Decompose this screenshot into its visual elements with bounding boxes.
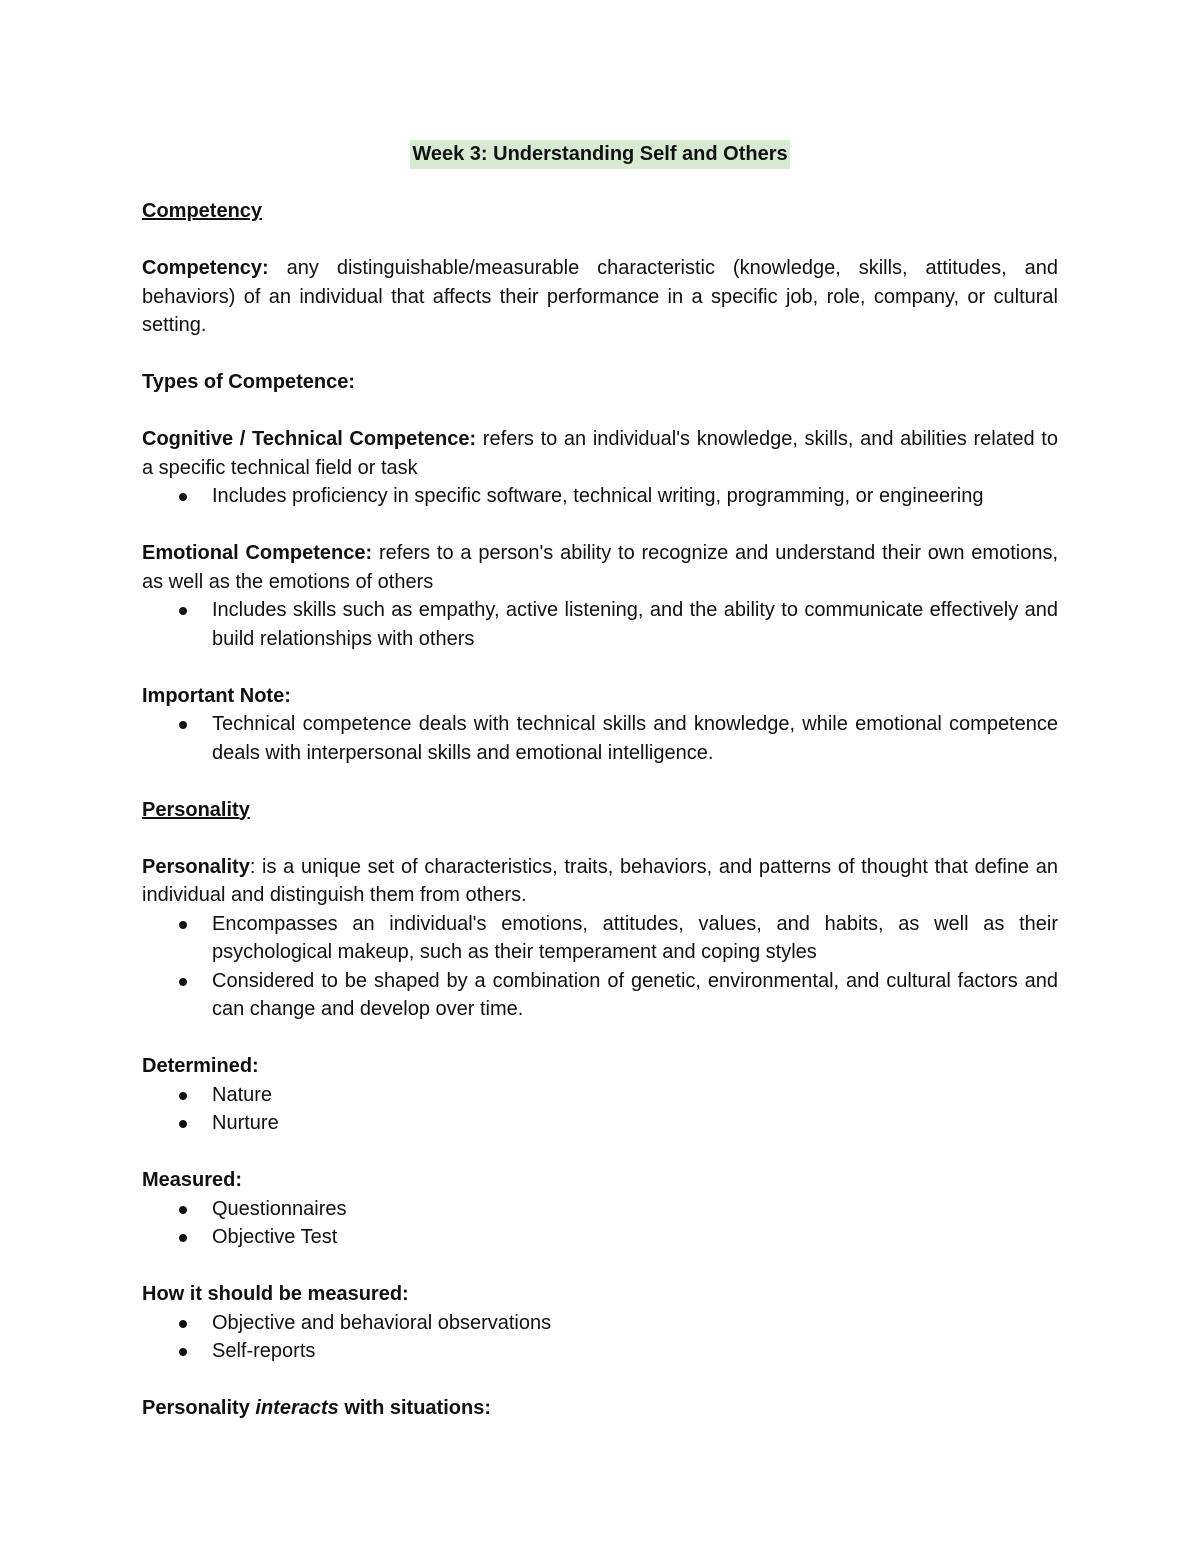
measured-bullet-list [142,1195,1058,1252]
list-item: Nurture [142,1109,1058,1138]
personality-definition-text: : is a unique set of characteristics, traits, behaviors, and patterns of thought that define an individual and distinguish them from others. [142,855,1058,906]
competency-definition-label: Competency: [142,257,269,279]
list-item: Encompasses an individual's emotions, attitudes, values, and habits, as well as their psychological makeup, such as their temperament and coping styles [142,910,1058,967]
list-item: Includes proficiency in specific software, technical writing, programming, or engineering [142,482,1058,511]
determined-bullet-list [142,1081,1058,1138]
competency-definition-text: any distinguishable/measurable characteristic (knowledge, skills, attitudes, and behaviors) of an individual that affects their performance in a specific job, role, company, or cultural setting. [142,257,1058,336]
types-heading-block [142,368,1058,397]
list-item: Technical competence deals with technical skills and knowledge, while emotional competence deals with interpersonal skills and emotional intelligence. [142,710,1058,767]
personality-definition-block [142,853,1058,1024]
document-page [142,140,1058,1451]
cognitive-competence-label: Cognitive / Technical Competence: [142,428,477,450]
interacts-emphasis: interacts [255,1397,339,1419]
measured-block [142,1166,1058,1252]
emotional-competence-text: refers to a person's ability to recognize and understand their own emotions, as well as the emotions of others [142,542,1059,593]
how-measured-heading: How it should be measured: [142,1283,409,1305]
list-item: Questionnaires [142,1195,1058,1224]
list-item: Considered to be shaped by a combination of genetic, environmental, and cultural factors and can change and develop over time. [142,967,1058,1024]
note-bullet-list [142,710,1058,767]
emotional-competence-label: Emotional Competence: [142,542,373,564]
emotional-bullet-list [142,596,1058,653]
competency-definition [142,254,1058,340]
determined-block [142,1052,1058,1138]
list-item: Objective Test [142,1223,1058,1252]
list-item: Nature [142,1081,1058,1110]
list-item: Self-reports [142,1337,1058,1366]
cognitive-competence-text: refers to an individual's knowledge, skills, and abilities related to a specific technical field or task [142,428,1058,479]
personality-bullet-list [142,910,1058,1024]
important-note-heading: Important Note: [142,684,291,707]
emotional-competence-block [142,539,1058,653]
important-note-block [142,682,1058,768]
interacts-heading: Personality interacts with situations: [142,1397,491,1419]
how-measured-bullet-list [142,1309,1058,1366]
section-heading-personality: Personality [142,798,250,821]
list-item: Objective and behavioral observations [142,1309,1058,1338]
personality-definition-label: Personality [142,855,250,878]
types-of-competence-heading: Types of Competence: [142,371,355,393]
interacts-block [142,1394,1058,1423]
cognitive-competence-block [142,425,1058,511]
list-item: Includes skills such as empathy, active listening, and the ability to communicate effectively and build relationships with others [142,596,1058,653]
cognitive-bullet-list [142,482,1058,511]
section-heading-competency: Competency [142,200,263,222]
determined-heading: Determined: [142,1055,259,1077]
measured-heading: Measured: [142,1169,243,1191]
how-measured-block [142,1280,1058,1366]
document-title: Week 3: Understanding Self and Others [410,140,789,169]
